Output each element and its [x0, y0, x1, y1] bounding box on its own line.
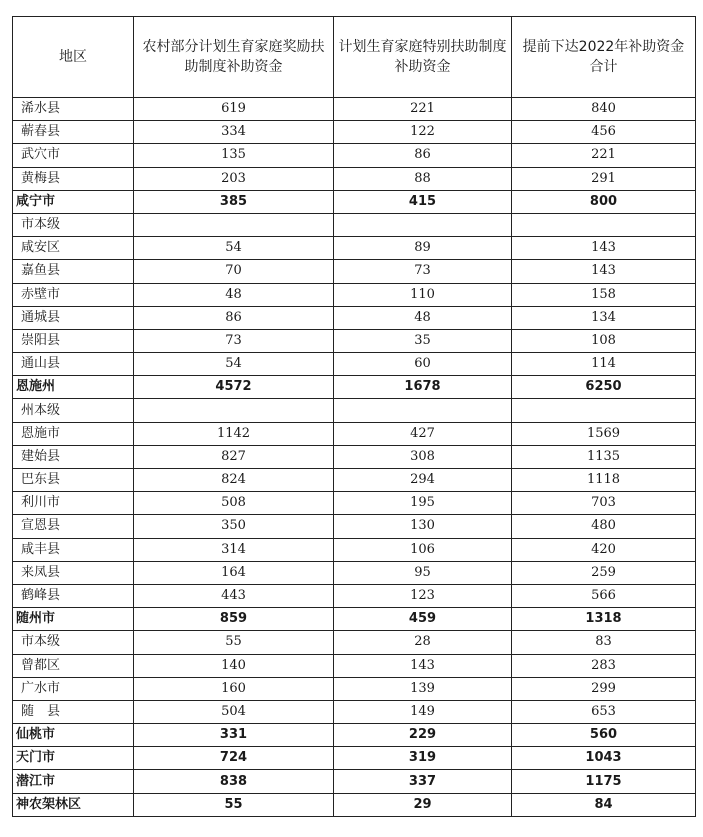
table-row — [13, 608, 696, 631]
table-body — [13, 98, 696, 817]
reward-cell: 824 — [134, 469, 334, 492]
region-cell: 巴东县 — [13, 469, 134, 492]
special-cell: 48 — [334, 306, 512, 329]
special-cell: 459 — [334, 608, 512, 631]
total-cell: 283 — [512, 654, 696, 677]
table-row — [13, 98, 696, 121]
total-cell: 800 — [512, 190, 696, 213]
reward-cell: 1142 — [134, 422, 334, 445]
region-cell: 鹤峰县 — [13, 584, 134, 607]
special-cell: 319 — [334, 747, 512, 770]
total-cell: 1175 — [512, 770, 696, 793]
total-cell: 221 — [512, 144, 696, 167]
total-cell: 299 — [512, 677, 696, 700]
special-cell: 123 — [334, 584, 512, 607]
special-cell: 427 — [334, 422, 512, 445]
region-cell: 黄梅县 — [13, 167, 134, 190]
special-cell: 122 — [334, 121, 512, 144]
reward-cell: 54 — [134, 237, 334, 260]
total-cell: 1118 — [512, 469, 696, 492]
reward-cell — [134, 399, 334, 422]
reward-cell: 504 — [134, 700, 334, 723]
special-cell: 89 — [334, 237, 512, 260]
total-cell: 134 — [512, 306, 696, 329]
special-cell: 308 — [334, 445, 512, 468]
region-cell: 浠水县 — [13, 98, 134, 121]
region-cell: 咸丰县 — [13, 538, 134, 561]
region-cell: 建始县 — [13, 445, 134, 468]
special-cell: 95 — [334, 561, 512, 584]
total-cell: 1043 — [512, 747, 696, 770]
total-cell: 653 — [512, 700, 696, 723]
total-cell: 291 — [512, 167, 696, 190]
table-row — [13, 353, 696, 376]
header-reward-subsidy: 农村部分计划生育家庭奖励扶助制度补助资金 — [134, 17, 334, 98]
table-row — [13, 654, 696, 677]
total-cell — [512, 213, 696, 236]
total-cell: 480 — [512, 515, 696, 538]
special-cell: 29 — [334, 793, 512, 816]
reward-cell: 331 — [134, 724, 334, 747]
region-cell: 咸安区 — [13, 237, 134, 260]
special-cell: 149 — [334, 700, 512, 723]
special-cell: 415 — [334, 190, 512, 213]
region-cell: 宣恩县 — [13, 515, 134, 538]
region-cell: 咸宁市 — [13, 190, 134, 213]
reward-cell: 70 — [134, 260, 334, 283]
region-cell: 天门市 — [13, 747, 134, 770]
total-cell: 84 — [512, 793, 696, 816]
total-cell: 703 — [512, 492, 696, 515]
special-cell: 229 — [334, 724, 512, 747]
table-row — [13, 631, 696, 654]
table-row — [13, 260, 696, 283]
table-row — [13, 121, 696, 144]
table-row — [13, 700, 696, 723]
special-cell: 337 — [334, 770, 512, 793]
region-cell: 州本级 — [13, 399, 134, 422]
region-cell: 曾都区 — [13, 654, 134, 677]
region-cell: 市本级 — [13, 213, 134, 236]
region-cell: 蕲春县 — [13, 121, 134, 144]
reward-cell: 724 — [134, 747, 334, 770]
reward-cell: 838 — [134, 770, 334, 793]
reward-cell: 160 — [134, 677, 334, 700]
special-cell: 88 — [334, 167, 512, 190]
table-row — [13, 213, 696, 236]
reward-cell: 164 — [134, 561, 334, 584]
special-cell — [334, 399, 512, 422]
special-cell: 28 — [334, 631, 512, 654]
total-cell: 456 — [512, 121, 696, 144]
region-cell: 神农架林区 — [13, 793, 134, 816]
total-cell: 158 — [512, 283, 696, 306]
total-cell: 259 — [512, 561, 696, 584]
special-cell: 143 — [334, 654, 512, 677]
reward-cell: 4572 — [134, 376, 334, 399]
region-cell: 利川市 — [13, 492, 134, 515]
total-cell: 108 — [512, 329, 696, 352]
total-cell: 840 — [512, 98, 696, 121]
reward-cell: 203 — [134, 167, 334, 190]
reward-cell: 73 — [134, 329, 334, 352]
table-row — [13, 167, 696, 190]
special-cell: 195 — [334, 492, 512, 515]
region-cell: 广水市 — [13, 677, 134, 700]
table-row — [13, 793, 696, 816]
table-row — [13, 144, 696, 167]
region-cell: 恩施州 — [13, 376, 134, 399]
total-cell: 1569 — [512, 422, 696, 445]
region-cell: 仙桃市 — [13, 724, 134, 747]
reward-cell: 314 — [134, 538, 334, 561]
special-cell: 139 — [334, 677, 512, 700]
total-cell — [512, 399, 696, 422]
table-row — [13, 724, 696, 747]
reward-cell: 443 — [134, 584, 334, 607]
header-row — [13, 17, 696, 98]
total-cell: 114 — [512, 353, 696, 376]
special-cell: 130 — [334, 515, 512, 538]
reward-cell: 827 — [134, 445, 334, 468]
region-cell: 崇阳县 — [13, 329, 134, 352]
region-cell: 通山县 — [13, 353, 134, 376]
table-row — [13, 469, 696, 492]
table-row — [13, 329, 696, 352]
reward-cell: 86 — [134, 306, 334, 329]
table-row — [13, 584, 696, 607]
table-row — [13, 677, 696, 700]
special-cell: 294 — [334, 469, 512, 492]
table-row — [13, 538, 696, 561]
reward-cell: 859 — [134, 608, 334, 631]
special-cell: 86 — [334, 144, 512, 167]
special-cell: 1678 — [334, 376, 512, 399]
table-row — [13, 422, 696, 445]
table-row — [13, 445, 696, 468]
total-cell: 1135 — [512, 445, 696, 468]
table-row — [13, 237, 696, 260]
special-cell: 106 — [334, 538, 512, 561]
table-row — [13, 376, 696, 399]
reward-cell: 54 — [134, 353, 334, 376]
table-row — [13, 561, 696, 584]
region-cell: 通城县 — [13, 306, 134, 329]
table-row — [13, 306, 696, 329]
reward-cell: 619 — [134, 98, 334, 121]
region-cell: 随州市 — [13, 608, 134, 631]
header-total-subsidy: 提前下达2022年补助资金合计 — [512, 17, 696, 98]
total-cell: 566 — [512, 584, 696, 607]
total-cell: 143 — [512, 237, 696, 260]
region-cell: 市本级 — [13, 631, 134, 654]
reward-cell — [134, 213, 334, 236]
reward-cell: 350 — [134, 515, 334, 538]
reward-cell: 48 — [134, 283, 334, 306]
special-cell: 110 — [334, 283, 512, 306]
region-cell: 来凤县 — [13, 561, 134, 584]
table-row — [13, 770, 696, 793]
table-header — [13, 17, 696, 98]
subsidy-table — [12, 16, 696, 817]
total-cell: 1318 — [512, 608, 696, 631]
region-cell: 赤壁市 — [13, 283, 134, 306]
reward-cell: 508 — [134, 492, 334, 515]
reward-cell: 55 — [134, 793, 334, 816]
region-cell: 武穴市 — [13, 144, 134, 167]
region-cell: 潜江市 — [13, 770, 134, 793]
table-row — [13, 283, 696, 306]
reward-cell: 55 — [134, 631, 334, 654]
special-cell: 60 — [334, 353, 512, 376]
region-cell: 恩施市 — [13, 422, 134, 445]
special-cell — [334, 213, 512, 236]
special-cell: 35 — [334, 329, 512, 352]
region-cell: 随 县 — [13, 700, 134, 723]
header-region: 地区 — [13, 17, 134, 98]
total-cell: 83 — [512, 631, 696, 654]
special-cell: 221 — [334, 98, 512, 121]
table-row — [13, 492, 696, 515]
table-row — [13, 399, 696, 422]
region-cell: 嘉鱼县 — [13, 260, 134, 283]
total-cell: 420 — [512, 538, 696, 561]
header-special-subsidy: 计划生育家庭特别扶助制度补助资金 — [334, 17, 512, 98]
reward-cell: 385 — [134, 190, 334, 213]
table-row — [13, 515, 696, 538]
reward-cell: 140 — [134, 654, 334, 677]
special-cell: 73 — [334, 260, 512, 283]
reward-cell: 334 — [134, 121, 334, 144]
table-row — [13, 747, 696, 770]
total-cell: 143 — [512, 260, 696, 283]
total-cell: 6250 — [512, 376, 696, 399]
reward-cell: 135 — [134, 144, 334, 167]
table-row — [13, 190, 696, 213]
total-cell: 560 — [512, 724, 696, 747]
